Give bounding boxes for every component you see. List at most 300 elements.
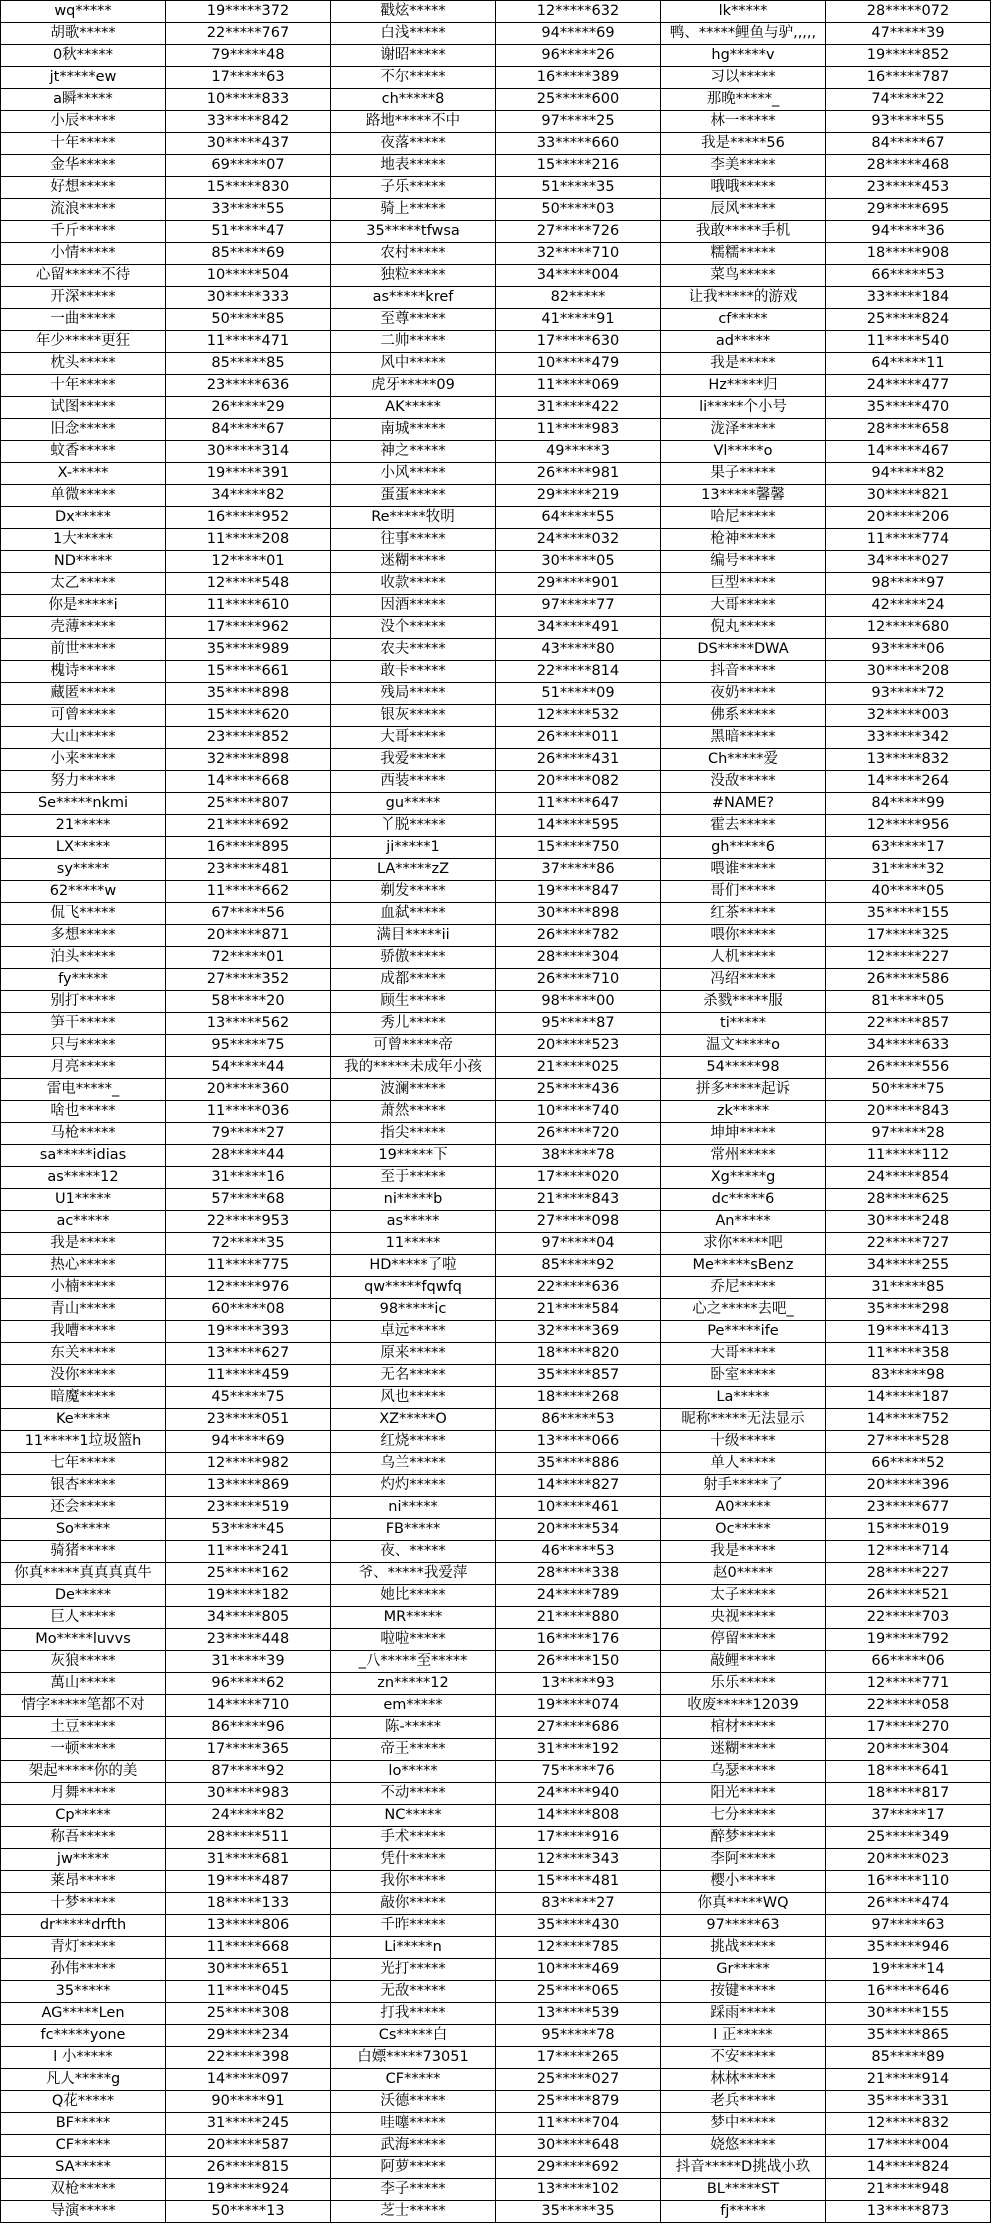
- nickname-cell: 枪神*****: [661, 529, 826, 551]
- phone-cell: 27*****726: [496, 221, 661, 243]
- phone-cell: 22*****767: [166, 23, 331, 45]
- nickname-cell: as*****: [331, 1211, 496, 1233]
- nickname-cell: XZ*****O: [331, 1409, 496, 1431]
- nickname-cell: 剃发*****: [331, 881, 496, 903]
- table-row: [1, 2201, 991, 2223]
- nickname-cell: 枕头*****: [1, 353, 166, 375]
- phone-cell: 14*****824: [826, 2157, 991, 2179]
- nickname-cell: A0*****: [661, 1497, 826, 1519]
- phone-cell: 25*****436: [496, 1079, 661, 1101]
- nickname-cell: 满目*****ii: [331, 925, 496, 947]
- table-row: [1, 441, 991, 463]
- nickname-cell: 青山*****: [1, 1299, 166, 1321]
- phone-cell: 95*****87: [496, 1013, 661, 1035]
- phone-cell: 15*****481: [496, 1871, 661, 1893]
- nickname-cell: 哦哦*****: [661, 177, 826, 199]
- winner-list-body: [1, 1, 991, 2223]
- phone-cell: 12*****976: [166, 1277, 331, 1299]
- nickname-cell: 十年*****: [1, 133, 166, 155]
- table-row: [1, 199, 991, 221]
- phone-cell: 81*****05: [826, 991, 991, 1013]
- nickname-cell: Gr*****: [661, 1959, 826, 1981]
- nickname-cell: 一顿*****: [1, 1739, 166, 1761]
- phone-cell: 11*****045: [166, 1981, 331, 2003]
- table-row: [1, 2135, 991, 2157]
- nickname-cell: 你真*****真真真真牛: [1, 1563, 166, 1585]
- nickname-cell: 沃德*****: [331, 2091, 496, 2113]
- nickname-cell: 大哥*****: [661, 595, 826, 617]
- table-row: [1, 1123, 991, 1145]
- nickname-cell: 啦啦*****: [331, 1629, 496, 1651]
- nickname-cell: 光打*****: [331, 1959, 496, 1981]
- nickname-cell: MR*****: [331, 1607, 496, 1629]
- nickname-cell: 波澜*****: [331, 1079, 496, 1101]
- nickname-cell: sy*****: [1, 859, 166, 881]
- nickname-cell: 哈尼*****: [661, 507, 826, 529]
- nickname-cell: 笋干*****: [1, 1013, 166, 1035]
- phone-cell: 63*****17: [826, 837, 991, 859]
- nickname-cell: 前世*****: [1, 639, 166, 661]
- phone-cell: 46*****53: [496, 1541, 661, 1563]
- phone-cell: 30*****333: [166, 287, 331, 309]
- phone-cell: 15*****830: [166, 177, 331, 199]
- nickname-cell: AG*****Len: [1, 2003, 166, 2025]
- phone-cell: 33*****842: [166, 111, 331, 133]
- phone-cell: 85*****92: [496, 1255, 661, 1277]
- nickname-cell: 夜落*****: [331, 133, 496, 155]
- nickname-cell: 巨人*****: [1, 1607, 166, 1629]
- table-row: [1, 1233, 991, 1255]
- phone-cell: 26*****981: [496, 463, 661, 485]
- nickname-cell: 阿萝*****: [331, 2157, 496, 2179]
- nickname-cell: ji*****1: [331, 837, 496, 859]
- nickname-cell: 只与*****: [1, 1035, 166, 1057]
- nickname-cell: So*****: [1, 1519, 166, 1541]
- phone-cell: 12*****343: [496, 1849, 661, 1871]
- phone-cell: 94*****69: [496, 23, 661, 45]
- nickname-cell: 昵称*****无法显示: [661, 1409, 826, 1431]
- nickname-cell: 银杏*****: [1, 1475, 166, 1497]
- nickname-cell: 抖音*****D挑战小玖: [661, 2157, 826, 2179]
- phone-cell: 12*****01: [166, 551, 331, 573]
- phone-cell: 19*****14: [826, 1959, 991, 1981]
- table-row: [1, 595, 991, 617]
- phone-cell: 23*****448: [166, 1629, 331, 1651]
- table-row: [1, 1167, 991, 1189]
- nickname-cell: 无敌*****: [331, 1981, 496, 2003]
- nickname-cell: 我是*****: [1, 1233, 166, 1255]
- phone-cell: 14*****752: [826, 1409, 991, 1431]
- nickname-cell: 西装*****: [331, 771, 496, 793]
- nickname-cell: 人机*****: [661, 947, 826, 969]
- nickname-cell: DS*****DWA: [661, 639, 826, 661]
- nickname-cell: 果子*****: [661, 463, 826, 485]
- phone-cell: 84*****67: [166, 419, 331, 441]
- nickname-cell: 我是*****56: [661, 133, 826, 155]
- nickname-cell: 李阿*****: [661, 1849, 826, 1871]
- nickname-cell: 停留*****: [661, 1629, 826, 1651]
- phone-cell: 18*****817: [826, 1783, 991, 1805]
- table-row: [1, 1629, 991, 1651]
- nickname-cell: 喂谁*****: [661, 859, 826, 881]
- phone-cell: 17*****365: [166, 1739, 331, 1761]
- nickname-cell: 陈-*****: [331, 1717, 496, 1739]
- nickname-cell: 敲你*****: [331, 1893, 496, 1915]
- table-row: [1, 1497, 991, 1519]
- nickname-cell: jw*****: [1, 1849, 166, 1871]
- phone-cell: 34*****82: [166, 485, 331, 507]
- nickname-cell: 樱小*****: [661, 1871, 826, 1893]
- table-row: [1, 1871, 991, 1893]
- phone-cell: 35*****331: [826, 2091, 991, 2113]
- nickname-cell: 芝士*****: [331, 2201, 496, 2223]
- nickname-cell: 还会*****: [1, 1497, 166, 1519]
- phone-cell: 31*****32: [826, 859, 991, 881]
- phone-cell: 50*****85: [166, 309, 331, 331]
- phone-cell: 20*****082: [496, 771, 661, 793]
- phone-cell: 75*****76: [496, 1761, 661, 1783]
- nickname-cell: 迷糊*****: [661, 1739, 826, 1761]
- phone-cell: 21*****025: [496, 1057, 661, 1079]
- table-row: [1, 1893, 991, 1915]
- nickname-cell: 千斤*****: [1, 221, 166, 243]
- phone-cell: 14*****710: [166, 1695, 331, 1717]
- table-row: [1, 1453, 991, 1475]
- nickname-cell: 编号*****: [661, 551, 826, 573]
- phone-cell: 12*****227: [826, 947, 991, 969]
- nickname-cell: cf*****: [661, 309, 826, 331]
- phone-cell: 98*****00: [496, 991, 661, 1013]
- phone-cell: 22*****058: [826, 1695, 991, 1717]
- nickname-cell: 流浪*****: [1, 199, 166, 221]
- table-row: [1, 1101, 991, 1123]
- table-row: [1, 2157, 991, 2179]
- phone-cell: 51*****47: [166, 221, 331, 243]
- phone-cell: 20*****871: [166, 925, 331, 947]
- nickname-cell: 棺材*****: [661, 1717, 826, 1739]
- phone-cell: 27*****352: [166, 969, 331, 991]
- nickname-cell: 风中*****: [331, 353, 496, 375]
- phone-cell: 26*****150: [496, 1651, 661, 1673]
- nickname-cell: 红茶*****: [661, 903, 826, 925]
- nickname-cell: 单微*****: [1, 485, 166, 507]
- phone-cell: 22*****857: [826, 1013, 991, 1035]
- nickname-cell: 梦中*****: [661, 2113, 826, 2135]
- phone-cell: 26*****815: [166, 2157, 331, 2179]
- phone-cell: 35*****989: [166, 639, 331, 661]
- table-row: [1, 1519, 991, 1541]
- table-row: [1, 1343, 991, 1365]
- phone-cell: 72*****35: [166, 1233, 331, 1255]
- phone-cell: 33*****55: [166, 199, 331, 221]
- phone-cell: 33*****660: [496, 133, 661, 155]
- phone-cell: 11*****704: [496, 2113, 661, 2135]
- nickname-cell: 佛系*****: [661, 705, 826, 727]
- phone-cell: 42*****24: [826, 595, 991, 617]
- phone-cell: 17*****004: [826, 2135, 991, 2157]
- phone-cell: 23*****481: [166, 859, 331, 881]
- nickname-cell: Li*****n: [331, 1937, 496, 1959]
- nickname-cell: 乌瑟*****: [661, 1761, 826, 1783]
- phone-cell: 26*****586: [826, 969, 991, 991]
- phone-cell: 11*****662: [166, 881, 331, 903]
- table-row: [1, 1035, 991, 1057]
- phone-cell: 21*****948: [826, 2179, 991, 2201]
- table-row: [1, 925, 991, 947]
- nickname-cell: ni*****: [331, 1497, 496, 1519]
- table-row: [1, 1937, 991, 1959]
- phone-cell: 96*****26: [496, 45, 661, 67]
- nickname-cell: 莱昂*****: [1, 1871, 166, 1893]
- table-row: [1, 529, 991, 551]
- phone-cell: 14*****668: [166, 771, 331, 793]
- nickname-cell: 卧室*****: [661, 1365, 826, 1387]
- table-row: [1, 1013, 991, 1035]
- phone-cell: 33*****342: [826, 727, 991, 749]
- phone-cell: 17*****020: [496, 1167, 661, 1189]
- phone-cell: 23*****636: [166, 375, 331, 397]
- phone-cell: 85*****69: [166, 243, 331, 265]
- phone-cell: 12*****771: [826, 1673, 991, 1695]
- nickname-cell: 青灯*****: [1, 1937, 166, 1959]
- phone-cell: 29*****234: [166, 2025, 331, 2047]
- phone-cell: 15*****620: [166, 705, 331, 727]
- nickname-cell: 好想*****: [1, 177, 166, 199]
- nickname-cell: 骑猪*****: [1, 1541, 166, 1563]
- table-row: [1, 1585, 991, 1607]
- table-row: [1, 1365, 991, 1387]
- nickname-cell: 1大*****: [1, 529, 166, 551]
- nickname-cell: Mo*****luvvs: [1, 1629, 166, 1651]
- phone-cell: 20*****587: [166, 2135, 331, 2157]
- table-row: [1, 727, 991, 749]
- phone-cell: 11*****208: [166, 529, 331, 551]
- phone-cell: 37*****86: [496, 859, 661, 881]
- phone-cell: 11*****774: [826, 529, 991, 551]
- nickname-cell: Vl*****o: [661, 441, 826, 463]
- phone-cell: 25*****349: [826, 1827, 991, 1849]
- phone-cell: 22*****814: [496, 661, 661, 683]
- nickname-cell: 槐诗*****: [1, 661, 166, 683]
- phone-cell: 28*****511: [166, 1827, 331, 1849]
- phone-cell: 10*****833: [166, 89, 331, 111]
- phone-cell: 23*****677: [826, 1497, 991, 1519]
- nickname-cell: 戳炫*****: [331, 1, 496, 23]
- table-row: [1, 1321, 991, 1343]
- nickname-cell: Ch*****爱: [661, 749, 826, 771]
- nickname-cell: 虎牙*****09: [331, 375, 496, 397]
- nickname-cell: 丫脱*****: [331, 815, 496, 837]
- nickname-cell: lo*****: [331, 1761, 496, 1783]
- phone-cell: 28*****44: [166, 1145, 331, 1167]
- phone-cell: 34*****491: [496, 617, 661, 639]
- nickname-cell: 夜、*****: [331, 1541, 496, 1563]
- phone-cell: 95*****78: [496, 2025, 661, 2047]
- phone-cell: 14*****097: [166, 2069, 331, 2091]
- nickname-cell: 挑战*****: [661, 1937, 826, 1959]
- nickname-cell: 13*****馨馨: [661, 485, 826, 507]
- phone-cell: 15*****019: [826, 1519, 991, 1541]
- table-row: [1, 551, 991, 573]
- phone-cell: 11*****471: [166, 331, 331, 353]
- nickname-cell: 路地*****不中: [331, 111, 496, 133]
- nickname-cell: 骄傲*****: [331, 947, 496, 969]
- phone-cell: 35*****35: [496, 2201, 661, 2223]
- nickname-cell: 没你*****: [1, 1365, 166, 1387]
- table-row: [1, 1057, 991, 1079]
- nickname-cell: 开深*****: [1, 287, 166, 309]
- phone-cell: 31*****245: [166, 2113, 331, 2135]
- nickname-cell: 红烧*****: [331, 1431, 496, 1453]
- nickname-cell: wq*****: [1, 1, 166, 23]
- table-row: [1, 1783, 991, 1805]
- phone-cell: 26*****521: [826, 1585, 991, 1607]
- nickname-cell: 你真*****WQ: [661, 1893, 826, 1915]
- phone-cell: 14*****467: [826, 441, 991, 463]
- table-row: [1, 485, 991, 507]
- nickname-cell: 夜奶*****: [661, 683, 826, 705]
- table-row: [1, 331, 991, 353]
- nickname-cell: BL*****ST: [661, 2179, 826, 2201]
- phone-cell: 35*****470: [826, 397, 991, 419]
- phone-cell: 22*****727: [826, 1233, 991, 1255]
- phone-cell: 26*****011: [496, 727, 661, 749]
- phone-cell: 30*****05: [496, 551, 661, 573]
- phone-cell: 12*****532: [496, 705, 661, 727]
- phone-cell: 11*****668: [166, 1937, 331, 1959]
- phone-cell: 17*****325: [826, 925, 991, 947]
- phone-cell: 25*****308: [166, 2003, 331, 2025]
- nickname-cell: 神之*****: [331, 441, 496, 463]
- nickname-cell: 别打*****: [1, 991, 166, 1013]
- nickname-cell: 我敢*****手机: [661, 221, 826, 243]
- phone-cell: 11*****358: [826, 1343, 991, 1365]
- phone-cell: 31*****422: [496, 397, 661, 419]
- phone-cell: 31*****85: [826, 1277, 991, 1299]
- phone-cell: 66*****06: [826, 1651, 991, 1673]
- phone-cell: 21*****914: [826, 2069, 991, 2091]
- table-row: [1, 1959, 991, 1981]
- table-row: [1, 705, 991, 727]
- phone-cell: 38*****78: [496, 1145, 661, 1167]
- nickname-cell: 习以*****: [661, 67, 826, 89]
- nickname-cell: 赵0*****: [661, 1563, 826, 1585]
- phone-cell: 50*****03: [496, 199, 661, 221]
- phone-cell: 30*****248: [826, 1211, 991, 1233]
- nickname-cell: gu*****: [331, 793, 496, 815]
- nickname-cell: sa*****idias: [1, 1145, 166, 1167]
- phone-cell: 79*****48: [166, 45, 331, 67]
- nickname-cell: 大哥*****: [661, 1343, 826, 1365]
- phone-cell: 37*****17: [826, 1805, 991, 1827]
- phone-cell: 19*****074: [496, 1695, 661, 1717]
- phone-cell: 13*****102: [496, 2179, 661, 2201]
- nickname-cell: 没敌*****: [661, 771, 826, 793]
- phone-cell: 30*****651: [166, 1959, 331, 1981]
- phone-cell: 16*****895: [166, 837, 331, 859]
- nickname-cell: 顾生*****: [331, 991, 496, 1013]
- nickname-cell: 黑暗*****: [661, 727, 826, 749]
- phone-cell: 20*****534: [496, 1519, 661, 1541]
- phone-cell: 17*****270: [826, 1717, 991, 1739]
- phone-cell: 18*****908: [826, 243, 991, 265]
- nickname-cell: 98*****ic: [331, 1299, 496, 1321]
- phone-cell: 13*****873: [826, 2201, 991, 2223]
- phone-cell: 50*****13: [166, 2201, 331, 2223]
- nickname-cell: 乐乐*****: [661, 1673, 826, 1695]
- nickname-cell: 七年*****: [1, 1453, 166, 1475]
- nickname-cell: BF*****: [1, 2113, 166, 2135]
- nickname-cell: 林林*****: [661, 2069, 826, 2091]
- nickname-cell: 试图*****: [1, 397, 166, 419]
- phone-cell: 41*****91: [496, 309, 661, 331]
- nickname-cell: ch*****8: [331, 89, 496, 111]
- phone-cell: 18*****820: [496, 1343, 661, 1365]
- table-row: [1, 771, 991, 793]
- phone-cell: 35*****865: [826, 2025, 991, 2047]
- nickname-cell: 射手*****了: [661, 1475, 826, 1497]
- table-row: [1, 2003, 991, 2025]
- table-row: [1, 661, 991, 683]
- nickname-cell: 你是*****i: [1, 595, 166, 617]
- phone-cell: 27*****098: [496, 1211, 661, 1233]
- table-row: [1, 1739, 991, 1761]
- nickname-cell: fy*****: [1, 969, 166, 991]
- phone-cell: 24*****854: [826, 1167, 991, 1189]
- phone-cell: 97*****63: [826, 1915, 991, 1937]
- table-row: [1, 265, 991, 287]
- nickname-cell: lk*****: [661, 1, 826, 23]
- table-row: [1, 1, 991, 23]
- nickname-cell: li*****个小号: [661, 397, 826, 419]
- nickname-cell: 努力*****: [1, 771, 166, 793]
- phone-cell: 21*****880: [496, 1607, 661, 1629]
- nickname-cell: 蚊香*****: [1, 441, 166, 463]
- phone-cell: 67*****56: [166, 903, 331, 925]
- nickname-cell: 马枪*****: [1, 1123, 166, 1145]
- nickname-cell: 武海*****: [331, 2135, 496, 2157]
- nickname-cell: Dx*****: [1, 507, 166, 529]
- table-row: [1, 969, 991, 991]
- nickname-cell: 哇噻*****: [331, 2113, 496, 2135]
- nickname-cell: 太子*****: [661, 1585, 826, 1607]
- table-row: [1, 2091, 991, 2113]
- nickname-cell: 我的*****未成年小孩: [331, 1057, 496, 1079]
- phone-cell: 30*****983: [166, 1783, 331, 1805]
- phone-cell: 11*****036: [166, 1101, 331, 1123]
- phone-cell: 10*****479: [496, 353, 661, 375]
- phone-cell: 10*****461: [496, 1497, 661, 1519]
- table-row: [1, 639, 991, 661]
- table-row: [1, 1761, 991, 1783]
- phone-cell: 16*****389: [496, 67, 661, 89]
- phone-cell: 15*****216: [496, 155, 661, 177]
- nickname-cell: _八*****至*****: [331, 1651, 496, 1673]
- nickname-cell: 收款*****: [331, 573, 496, 595]
- phone-cell: 40*****05: [826, 881, 991, 903]
- phone-cell: 18*****133: [166, 1893, 331, 1915]
- nickname-cell: 往事*****: [331, 529, 496, 551]
- table-row: [1, 111, 991, 133]
- nickname-cell: 小辰*****: [1, 111, 166, 133]
- nickname-cell: 月亮*****: [1, 1057, 166, 1079]
- table-row: [1, 221, 991, 243]
- phone-cell: 35*****298: [826, 1299, 991, 1321]
- phone-cell: 14*****187: [826, 1387, 991, 1409]
- phone-cell: 19*****847: [496, 881, 661, 903]
- nickname-cell: 一曲*****: [1, 309, 166, 331]
- nickname-cell: 迷糊*****: [331, 551, 496, 573]
